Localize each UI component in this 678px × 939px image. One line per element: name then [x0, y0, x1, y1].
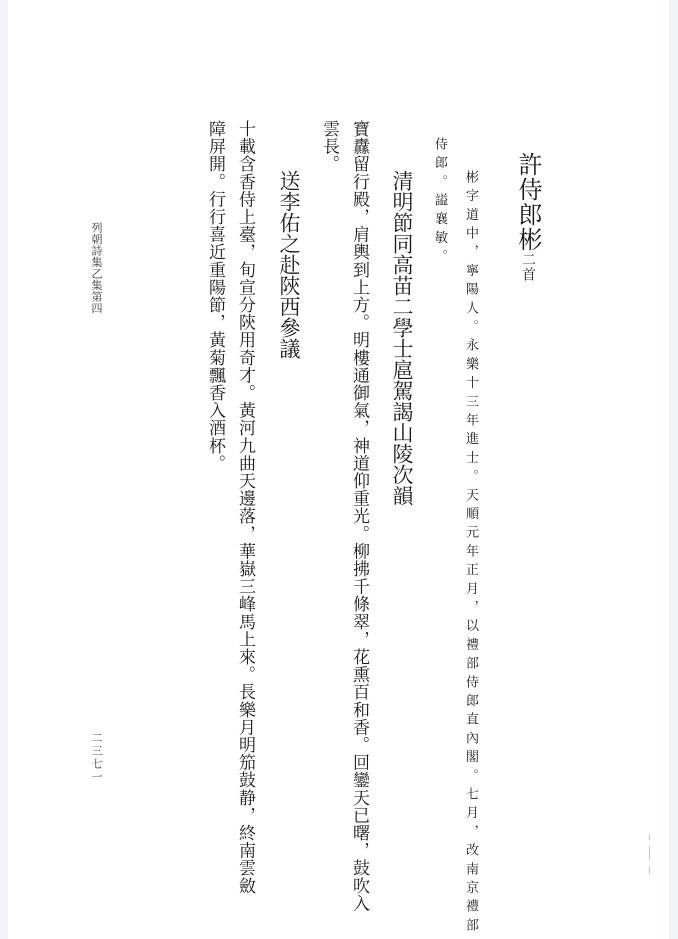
poem-2-line-1: 十載含香侍上臺，旬宣分陝用奇才。黃河九曲天邊落，華嶽三峰馬上來。長樂月明笳鼓静，終南雲斂 — [235, 120, 255, 895]
poem-2-title: 送李佑之赴陝西參議 — [277, 170, 301, 359]
page-number: 二三七一 — [90, 732, 103, 784]
scan-mark — [649, 834, 650, 840]
poem-2-line-2: 障屏開。行行喜近重陽節，黃菊飄香入酒杯。 — [205, 120, 225, 472]
poem-1-line-1: 寶纛留行殿，肩輿到上方。明樓通御氣，神道仰重光。柳拂千條翠，花熏百和香。回鑾天已曙，鼓吹入 — [349, 120, 369, 912]
scan-mark — [649, 846, 650, 860]
biography-line-1: 彬字道中，寧陽人。永樂十三年進士。天順元年正月，以禮部侍郎直內閣。七月，改南京禮部 — [463, 170, 478, 937]
poem-count-note: 二首 — [520, 252, 536, 282]
author-heading — [516, 152, 540, 282]
document-page — [8, 0, 669, 939]
author-name: 許侍郎彬 — [514, 152, 542, 252]
biography-line-2: 侍郎。謚襄敏。 — [432, 137, 447, 268]
scan-mark — [649, 866, 650, 874]
poem-1-title: 清明節同高苗二學士扈駕謁山陵次韻 — [390, 170, 414, 506]
poem-1-line-2: 雲長。 — [319, 120, 339, 173]
book-title-margin: 列朝詩集乙集第四 — [90, 222, 103, 314]
